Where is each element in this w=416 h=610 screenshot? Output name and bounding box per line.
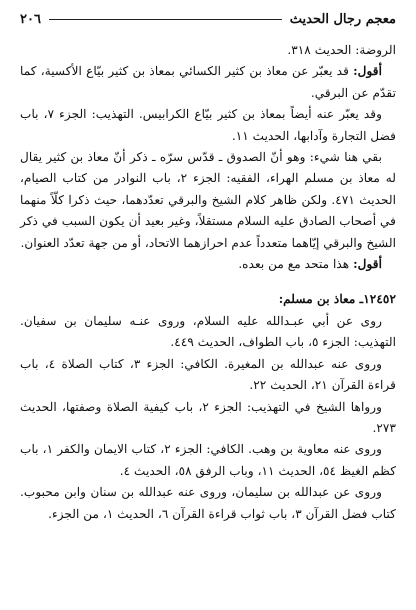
- page-body: [20, 40, 396, 525]
- running-head: [20, 8, 396, 30]
- paragraph: وروى عنه معاوية بن وهب. الكافي: الجزء ٢، كتاب الايمان والكفر ١، باب كظم الغيظ ٥٤، الحديث ١١، وباب الرفق ٥٨، الحديث ٤.: [20, 442, 396, 478]
- paragraph: روى عن أبي عبـدالله عليه السلام، وروى عنـه سليمان بن سفيان. التهذيب: الجزء ٥، باب الطواف، الحديث ٤٤٩.: [20, 313, 396, 350]
- paragraph: الروضة: الحديث ٣١٨.: [287, 43, 396, 57]
- paragraph: وروى عن عبدالله بن سليمان، وروى عنه عبدالله بن سنان وابن محبوب. كتاب فضل القرآن ٣، باب ثواب قراءة القرآن ٦، الحديث ١، من الجزء.: [20, 485, 396, 521]
- note-label: أقول:: [353, 64, 382, 79]
- paragraph: [20, 254, 396, 275]
- paragraph: وروى عنه عبدالله بن المغيرة. الكافي: الجزء ٣، كتاب الصلاة ٤، باب قراءة القرآن ٢١، الحديث ٢٢.: [20, 356, 396, 393]
- note-label: أقول:: [353, 257, 382, 272]
- paragraph: [20, 61, 396, 104]
- entry-heading: ١٢٤٥٢ـ معاذ بن مسلم:: [278, 292, 396, 307]
- paragraph-text: قد يعبّر عن معاذ بن كثير الكسائي بمعاذ بن كثير بيّاع الأكسية، كما تقدّم عن البرقي.: [20, 64, 396, 100]
- page-number: ٢٠٦: [20, 11, 41, 27]
- paragraph: ورواها الشيخ في التهذيب: الجزء ٢، باب كيفية الصلاة وصفتها، الحديث ٢٧٣.: [20, 399, 396, 435]
- paragraph: وقد يعبّر عنه أيضاً بمعاذ بن كثير بيّاع الكرابيس. التهذيب: الجزء ٧، باب فضل التجارة وآدابها، الحديث ١١.: [20, 107, 396, 143]
- header-rule: [49, 19, 282, 20]
- paragraph-text: هذا متحد مع من بعده.: [238, 257, 350, 272]
- paragraph: بقي هنا شيء: وهو أنّ الصدوق ـ قدّس سرّه ـ ذكر أنّ معاذ بن كثير يقال له معاذ بن مسلم الهراء، الفقيه: الجزء ٢، باب النوادر من كتاب الصيام، الحديث ٤٧١. ولكن ظاهر كلام الشيخ والبرقي تعدّدهما، حيث ذكرا كلّاً منهما في أصحاب الصادق عليه السلام مستقلاً، وغير بعيد أن يكون السبب في ذكر الشيخ والبرقي إيّاهما متعدداً عدم احرازهما الاتحاد، أو من جهة تعدّد العنوان.: [20, 150, 397, 250]
- book-title: معجم رجال الحديث: [289, 11, 396, 27]
